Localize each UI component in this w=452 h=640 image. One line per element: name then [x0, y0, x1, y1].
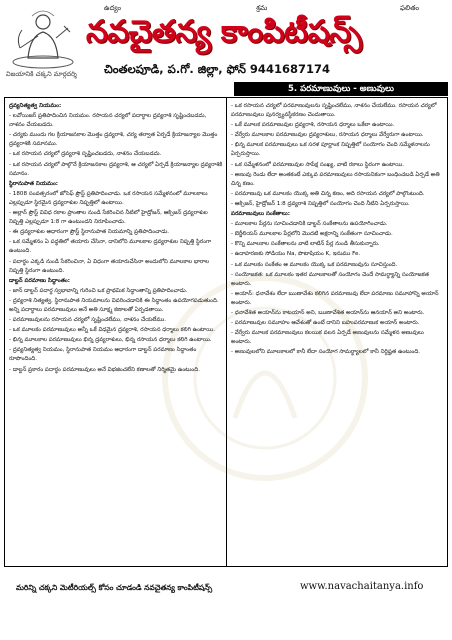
paragraph: - పరమాణువుల సమూహం ఆవేశంతో ఉంటే దానిని బహుపరమాణుక అయాన్ అంటారు. — [231, 320, 420, 327]
paragraph: - పదార్థం ఎక్కడి నుండి సేకరించినా, ఏ విధంగా తయారుచేసినా అందులోని మూలకాల భారాల నిష్పత్తి స్థిరంగా ఉంటుంది. — [9, 258, 210, 274]
paragraph: - వేర్వేరు మూలక పరమాణువులు కలయిక వలన ఏర్పడే అణువులను సమ్మేళన అణువులు అంటారు. — [231, 330, 424, 346]
paragraph: - అయాన్: ధనావేశం లేదా ఋణావేశం కలిగిన పరమాణువు లేదా పరమాణు సమూహాన్ని అయాన్ అంటారు. — [231, 290, 439, 306]
right-column — [231, 102, 445, 562]
paragraph: - 1808 సంవత్సరంలో జోసెఫ్ ప్రౌస్ట్ ప్రతిపాదించాడు. ఒక రసాయన సమ్మేళనంలో మూలకాలు ఎల్లప్పుడూ స్థిరమైన ద్రవ్యరాశుల నిష్పత్తిలో ఉంటాయి. — [9, 190, 208, 206]
header-word-right: ఫలితం — [400, 4, 420, 12]
paragraph: - పరమాణువు ఒక మూలకం యొక్క అతి చిన్న కణం, అది రసాయన చర్యలో పాల్గొంటుంది. — [231, 190, 425, 197]
section-heading: పరమాణువులు సంకేతాలు: — [231, 211, 290, 218]
paragraph: - మూలకాల పేర్లను సూచించడానికి డాల్టన్ సంకేతాలను ఉపయోగించాడు. — [231, 221, 388, 228]
paragraph: - బెర్జీలియస్ మూలకాల పేర్లలోని మొదటి అక్షరాన్ని సంకేతంగా సూచించాడు. — [231, 231, 393, 238]
header-word-center: శ్రమ — [256, 4, 268, 12]
saraswati-figure-icon — [8, 8, 78, 70]
paragraph: - భిన్న మూలక పరమాణువులు ఒక సరళ పూర్ణాంక నిష్పత్తిలో సంయోగం చెంది సమ్మేళనాలను ఏర్పరుస్తాయి. — [231, 142, 430, 158]
paragraph: - ఒక రసాయన చర్యలో ద్రవ్యరాశి సృష్టించబడదు, నాశనం చేయబడదు. — [9, 151, 162, 158]
address-line: చింతలపూడి, ప.గో. జిల్లా, ఫోన్ 9441687174 — [104, 62, 330, 76]
paragraph: - డాల్టన్ ప్రకారం పదార్థం పరమాణువులు అనే విభజించలేని కణాలతో నిర్మితమై ఉంటుంది. — [9, 366, 200, 373]
paragraph: - ఒకే మూలక పరమాణువుల ద్రవ్యరాశి, రసాయన ధర్మాలు ఒకేలా ఉంటాయి. — [231, 122, 395, 129]
section-title: 5. పరమాణువులు - అణువులు — [234, 82, 448, 96]
header-word-left: ఉద్యం — [104, 4, 122, 12]
paragraph: - ఒక మూలకం పరమాణువులు అన్నీ ఒకే విధమైన ద్రవ్యరాశి, రసాయన ధర్మాలు కలిగి ఉంటాయి. — [9, 327, 216, 334]
brand-title: నవచైతన్య కాంపిటీషన్స్ — [86, 14, 362, 50]
paragraph: - సంయోజకత: ఒక మూలకం ఇతర మూలకాలతో సంయోగం చెందే సామర్థ్యాన్ని సంయోజకత అంటారు. — [231, 271, 429, 287]
paragraph: - ఉదాహరణకు సోడియం Na, పొటాషియం K, ఇనుము Fe. — [231, 251, 361, 258]
paragraph: - ఒక మూలకం సంకేతం ఆ మూలకం యొక్క ఒక పరమాణువును సూచిస్తుంది. — [231, 261, 398, 268]
paragraph: - అణువు రెండు లేదా అంతకంటే ఎక్కువ పరమాణువులు రసాయనికంగా బంధించబడి ఏర్పడే అతి చిన్న కణం. — [231, 171, 440, 187]
section-heading: ద్రవ్యనిత్యత్వ నియమం: — [9, 103, 62, 109]
paragraph: - ధనావేశిత అయాన్‌ను కాటయాన్ అని, ఋణావేశిత అయాన్‌ను ఆనయాన్ అని అంటారు. — [231, 309, 425, 316]
paragraph: - అణువులలోని మూలకాలలో కానీ లేదా సంయోగ సామర్థ్యాలలో కానీ నిర్దిష్టత ఉంటుంది. — [231, 349, 421, 356]
paragraph: - జాన్ డాల్టన్ పదార్థ స్వభావాన్ని గురించి ఒక ప్రాథమిక సిద్ధాంతాన్ని ప్రతిపాదించాడు. — [9, 287, 188, 294]
paragraph: - ఒక సమ్మేళనంలో పరమాణువుల సాపేక్ష సంఖ్య, వాటి రకాలు స్థిరంగా ఉంటాయి. — [231, 161, 405, 168]
left-column — [9, 102, 223, 562]
paragraph: - ద్రవ్యరాశి నిత్యత్వ, స్థిరానుపాత నియమాలను వివరించడానికి ఈ సిద్ధాంతం ఉపయోగపడుతుంది. అన్ని పదార్థాలు పరమాణువులు అనే అతి సూక్ష్మ కణాలతో ఏర్పడతాయి. — [9, 297, 219, 313]
column-divider — [226, 98, 227, 566]
paragraph: - లవోయిజర్ ప్రతిపాదించిన నియమం. రసాయన చర్యలో పదార్థాల ద్రవ్యరాశి సృష్టించబడదు, నాశనం చేయబడదు. — [9, 113, 207, 129]
paragraph: - ఒక రసాయన చర్యలో పరమాణువులను సృష్టించలేము, నాశనం చేయలేము. రసాయన చర్యలో పరమాణువులు పునర్వ్యవస్థీకరణం చెందుతాయి. — [231, 103, 437, 119]
footer-note: మరిన్ని చక్కని మెటీరియల్స్ కోసం చూడండి నవచైతన్య కాంపిటీషన్స్ — [16, 583, 213, 592]
website-link[interactable]: www.navachaitanya.info — [300, 581, 424, 592]
header — [4, 2, 448, 100]
paragraph: - భిన్న మూలకాల పరమాణువులు భిన్న ద్రవ్యరాశులు, భిన్న రసాయన ధర్మాలు కలిగి ఉంటాయి. — [9, 337, 212, 344]
paragraph: - వేర్వేరు మూలకాల పరమాణువుల ద్రవ్యరాశులు, రసాయన ధర్మాలు వేర్వేరుగా ఉంటాయి. — [231, 132, 424, 139]
paragraph: - పరమాణువులను రసాయన చర్యలో సృష్టించలేము, నాశనం చేయలేము. — [9, 317, 167, 324]
paragraph: - ఈ ద్రవ్యరాశుల ఆధారంగా ప్రౌస్ట్ స్థిరానుపాత నియమాన్ని ప్రతిపాదించాడు. — [9, 229, 170, 236]
paragraph: - ద్రవ్యనిత్యత్వ నియమం, స్థిరానుపాత నియమం ఆధారంగా డాల్టన్ పరమాణు సిద్ధాంతం రూపొందింది. — [9, 347, 197, 363]
paragraph: - అల్లాన్ ప్రౌస్ట్ వివిధ రకాల ప్రాంతాల నుండి సేకరించిన నీటిలో హైడ్రోజన్, ఆక్సిజన్ ద్రవ్యరాశుల నిష్పత్తి ఎల్లప్పుడూ 1:8 గా ఉంటుందని నిరూపించాడు. — [9, 210, 208, 226]
content-columns — [4, 97, 448, 567]
logo-caption: విజయానికి చక్కని మార్గదర్శి — [6, 70, 77, 78]
paragraph: - ఒక రసాయన చర్యలో పాల్గొనే క్రియాజనకాల ద్రవ్యరాశి, ఆ చర్యలో ఏర్పడే క్రియాజన్యాల ద్రవ్యరాశికి సమానం. — [9, 161, 223, 177]
section-heading: డాల్టన్ పరమాణు సిద్ధాంతం: — [9, 277, 71, 284]
section-heading: స్థిరానుపాత నియమం: — [9, 180, 59, 187]
paragraph: - ఆక్సిజన్, హైడ్రోజన్ 1:8 ద్రవ్యరాశి నిష్పత్తిలో సంయోగం చెంది నీటిని ఏర్పరుస్తాయి. — [231, 200, 410, 207]
paragraph: - కొన్ని మూలకాల సంకేతాలను వాటి లాటిన్ పేర్ల నుండి తీసుకున్నారు. — [231, 241, 380, 248]
paragraph: - చర్యకు ముందు గల క్రియాజనకాల మొత్తం ద్రవ్యరాశి, చర్య తర్వాత ఏర్పడే క్రియాజన్యాల మొత్తం ద్రవ్యరాశికి సమానము. — [9, 132, 218, 148]
paragraph: - ఒక సమ్మేళనం ఏ పద్ధతిలో తయారు చేసినా, దానిలోని మూలకాల ద్రవ్యరాశుల నిష్పత్తి స్థిరంగా ఉంటుంది. — [9, 239, 212, 255]
